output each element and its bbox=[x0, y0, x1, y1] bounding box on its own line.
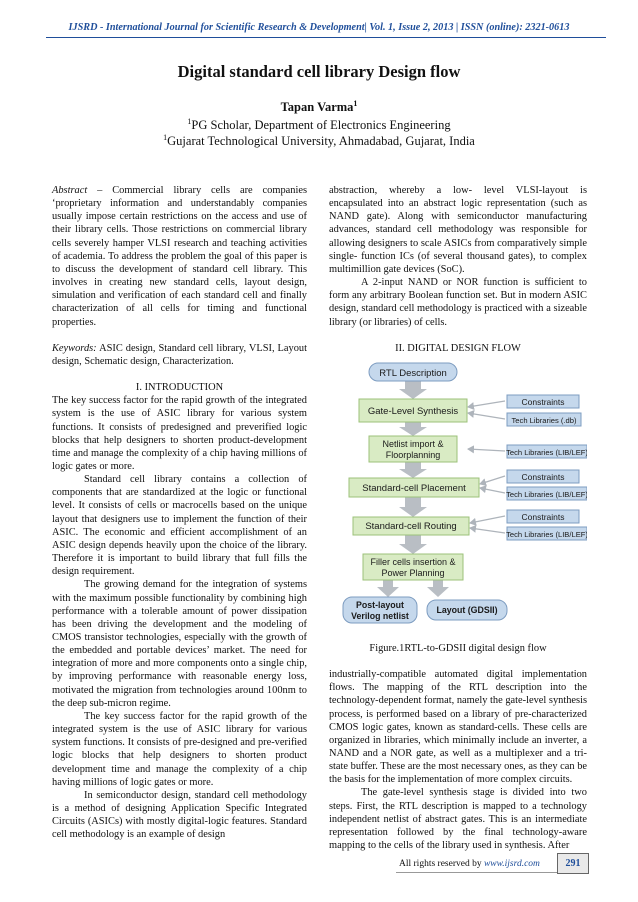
keywords-label: Keywords: bbox=[52, 342, 97, 354]
design-flow-diagram bbox=[329, 361, 587, 629]
input-arrow bbox=[468, 449, 505, 451]
affiliation-1-text: PG Scholar, Department of Electronics Engineering bbox=[191, 118, 451, 132]
input-arrow bbox=[480, 488, 505, 493]
section-heading-introduction: I. INTRODUCTION bbox=[135, 382, 224, 394]
constraints-label-1: Constraints bbox=[521, 396, 565, 407]
author-name: Tapan Varma bbox=[280, 100, 354, 114]
author-sup: 1 bbox=[353, 98, 358, 108]
author-line bbox=[0, 100, 638, 115]
step-label-synthesis: Gate-Level Synthesis bbox=[367, 405, 459, 417]
intro-paragraph-2: Standard cell library contains a collection of components that are standardized at the logic or functional level. It consists of cells or macrocells based on the unique layout that designers use to implement the function of their ASIC. The economic and efficient accomplishment of an ASIC design depends heavily upon the choice of the library. Therefore it is important to build library that full fills the design requirement. bbox=[52, 474, 307, 578]
tech-lib-label-2: Tech Libraries (LIB/LEF) bbox=[506, 447, 587, 457]
affiliation-2 bbox=[0, 134, 638, 149]
step-label-placement: Standard-cell Placement bbox=[362, 482, 466, 494]
figure-caption: Figure.1RTL-to-GDSII digital design flow bbox=[369, 642, 547, 654]
right-column bbox=[329, 184, 587, 852]
intro-paragraph-1: The key success factor for the rapid growth of the integrated system is the use of ASIC library for various system functions. It consists of predesigned and preverified logic blocks that help designers to shorten product-development time and manage the complexity of a chip having millions of logic gates or more. bbox=[52, 395, 307, 472]
section-heading-design-flow: II. DIGITAL DESIGN FLOW bbox=[395, 342, 521, 354]
tech-lib-label-1: Tech Libraries (.db) bbox=[511, 415, 577, 425]
abstract-text: Commercial library cells are companies ‘proprietary information and understandably companies usually impose certain restrictions on the access and use of their library cells. Those restrictions on commercial library cells severely hamper VLSI research and teaching activities of academia. To address the problem the goal of this paper is to discuss the development of standard cell library. This involves in creating new standard cells, layout design, simulation and verification of each standard cell and finally characterization of all cells for timing and functional properties. bbox=[52, 185, 307, 328]
right-paragraph-2: A 2-input NAND or NOR function is sufficient to form any arbitrary Boolean function set. But in modern ASIC design, standard cell methodology is practiced with a sizeable library (or libraries) of cells. bbox=[329, 277, 587, 328]
output-label-netlist-1: Post-layout bbox=[356, 599, 404, 610]
intro-paragraph-3: The growing demand for the integration of systems with the maximum possible functionality by combining high performance with a tolerable amount of power dissipation has been driving the development and the modeling of CMOS transistor technologies, especially with the growth of the embedded and portable devices’ market. The need for integration of more and more components onto a single chip, by improving performance with reasonable energy loss, motivated the migration from technologies around 100nm to the deep sub-micron regime. bbox=[52, 579, 307, 709]
right-paragraph-3: industrially-compatible automated digital implementation flows. The mapping of the RTL description into the technology-dependent format, namely the gate-level synthesis process, is performed based on a library of pre-characterized CMOS logic gates, known as standard-cells. These cells are organized in libraries, which minimally include an inverter, a NAND and a NOR gate, as well as a multiplexer and a tri-state buffer. These are the most necessary ones, as they can be the basis for the implementation of more complex circuits. bbox=[329, 669, 587, 786]
input-arrow bbox=[470, 516, 505, 523]
flow-arrow bbox=[399, 422, 427, 436]
flow-arrow bbox=[399, 462, 427, 478]
input-arrow bbox=[470, 528, 505, 533]
constraints-label-3: Constraints bbox=[521, 511, 565, 522]
keywords-text: ASIC design, Standard cell library, VLSI, Layout design, Schematic design, Characterization. bbox=[52, 342, 307, 367]
abstract-dash: – bbox=[87, 185, 113, 196]
affiliation-1 bbox=[0, 118, 638, 133]
keywords bbox=[52, 342, 307, 368]
step-label-routing: Standard-cell Routing bbox=[365, 520, 457, 532]
tech-lib-label-4: Tech Libraries (LIB/LEF) bbox=[506, 529, 587, 539]
affiliation-2-text: Gujarat Technological University, Ahmadabad, Gujarat, India bbox=[167, 134, 475, 148]
step-label-floorplan-2: Floorplanning bbox=[385, 449, 441, 460]
rtl-label: RTL Description bbox=[379, 367, 447, 379]
input-arrow bbox=[468, 401, 505, 407]
left-column bbox=[52, 184, 307, 842]
abstract-label: Abstract bbox=[52, 185, 88, 196]
footer-divider bbox=[396, 872, 557, 873]
step-label-filler-2: Power Planning bbox=[381, 567, 445, 578]
flow-arrow bbox=[399, 535, 427, 554]
intro-paragraph-5: In semiconductor design, standard cell methodology is a method of designing Application Specific Integrated Circuits (ASICs) with mostly digital-logic features. Standard cell methodology is an example of design bbox=[52, 789, 307, 841]
tech-lib-label-3: Tech Libraries (LIB/LEF) bbox=[506, 489, 587, 499]
paper-title: Digital standard cell library Design flow bbox=[177, 62, 461, 81]
footer-site-link[interactable]: www.ijsrd.com bbox=[483, 859, 540, 869]
footer-rights-text: All rights reserved by bbox=[399, 859, 484, 869]
abstract bbox=[52, 184, 307, 329]
input-arrow bbox=[480, 476, 505, 484]
flow-arrow bbox=[377, 580, 399, 597]
input-arrows bbox=[468, 401, 505, 533]
design-flow-figure bbox=[329, 361, 587, 629]
affiliation-1-sup: 1 bbox=[187, 116, 192, 126]
intro-paragraph-4: The key success factor for the rapid growth of the integrated system is the use of ASIC library for various system functions. It consists of pre-designed and pre-verified logic blocks that help designers to shorten product development time and manage the complexity of a chip having millions of logic gates or more. bbox=[52, 710, 307, 788]
flow-arrow bbox=[399, 381, 427, 399]
output-label-gdsii: Layout (GDSII) bbox=[436, 604, 498, 615]
right-paragraph-4: The gate-level synthesis stage is divided into two steps. First, the RTL description is mapped to a technology independent netlist of abstract gates. This is an intermediate representation followed by the final technology-aware mapping to the cells of the library used in synthesis. After bbox=[329, 787, 587, 852]
header-divider bbox=[46, 37, 606, 38]
flow-arrow bbox=[399, 497, 427, 517]
input-arrow bbox=[468, 413, 505, 419]
right-paragraph-1: abstraction, whereby a low- level VLSI-layout is encapsulated into an abstract logic representation (such as NAND gate). Along with semiconductor manufacturing advances, standard cell methodology was responsible for allowing designers to scale ASICs from comparatively simple single- function ICs (of several thousand gates), to complex multimillion gate devices (SoC). bbox=[329, 185, 587, 275]
flow-arrow bbox=[427, 580, 449, 597]
constraints-label-2: Constraints bbox=[521, 471, 565, 482]
page-number: 291 bbox=[557, 853, 589, 874]
footer-rights bbox=[399, 859, 540, 869]
journal-header: IJSRD - International Journal for Scientific Research & Development| Vol. 1, Issue 2, 2013 | ISSN (online): 2321-0613 bbox=[68, 22, 570, 33]
step-label-floorplan-1: Netlist import & bbox=[382, 438, 444, 449]
output-label-netlist-2: Verilog netlist bbox=[351, 610, 409, 621]
affiliation-2-sup: 1 bbox=[163, 132, 168, 142]
step-label-filler-1: Filler cells insertion & bbox=[370, 556, 456, 567]
